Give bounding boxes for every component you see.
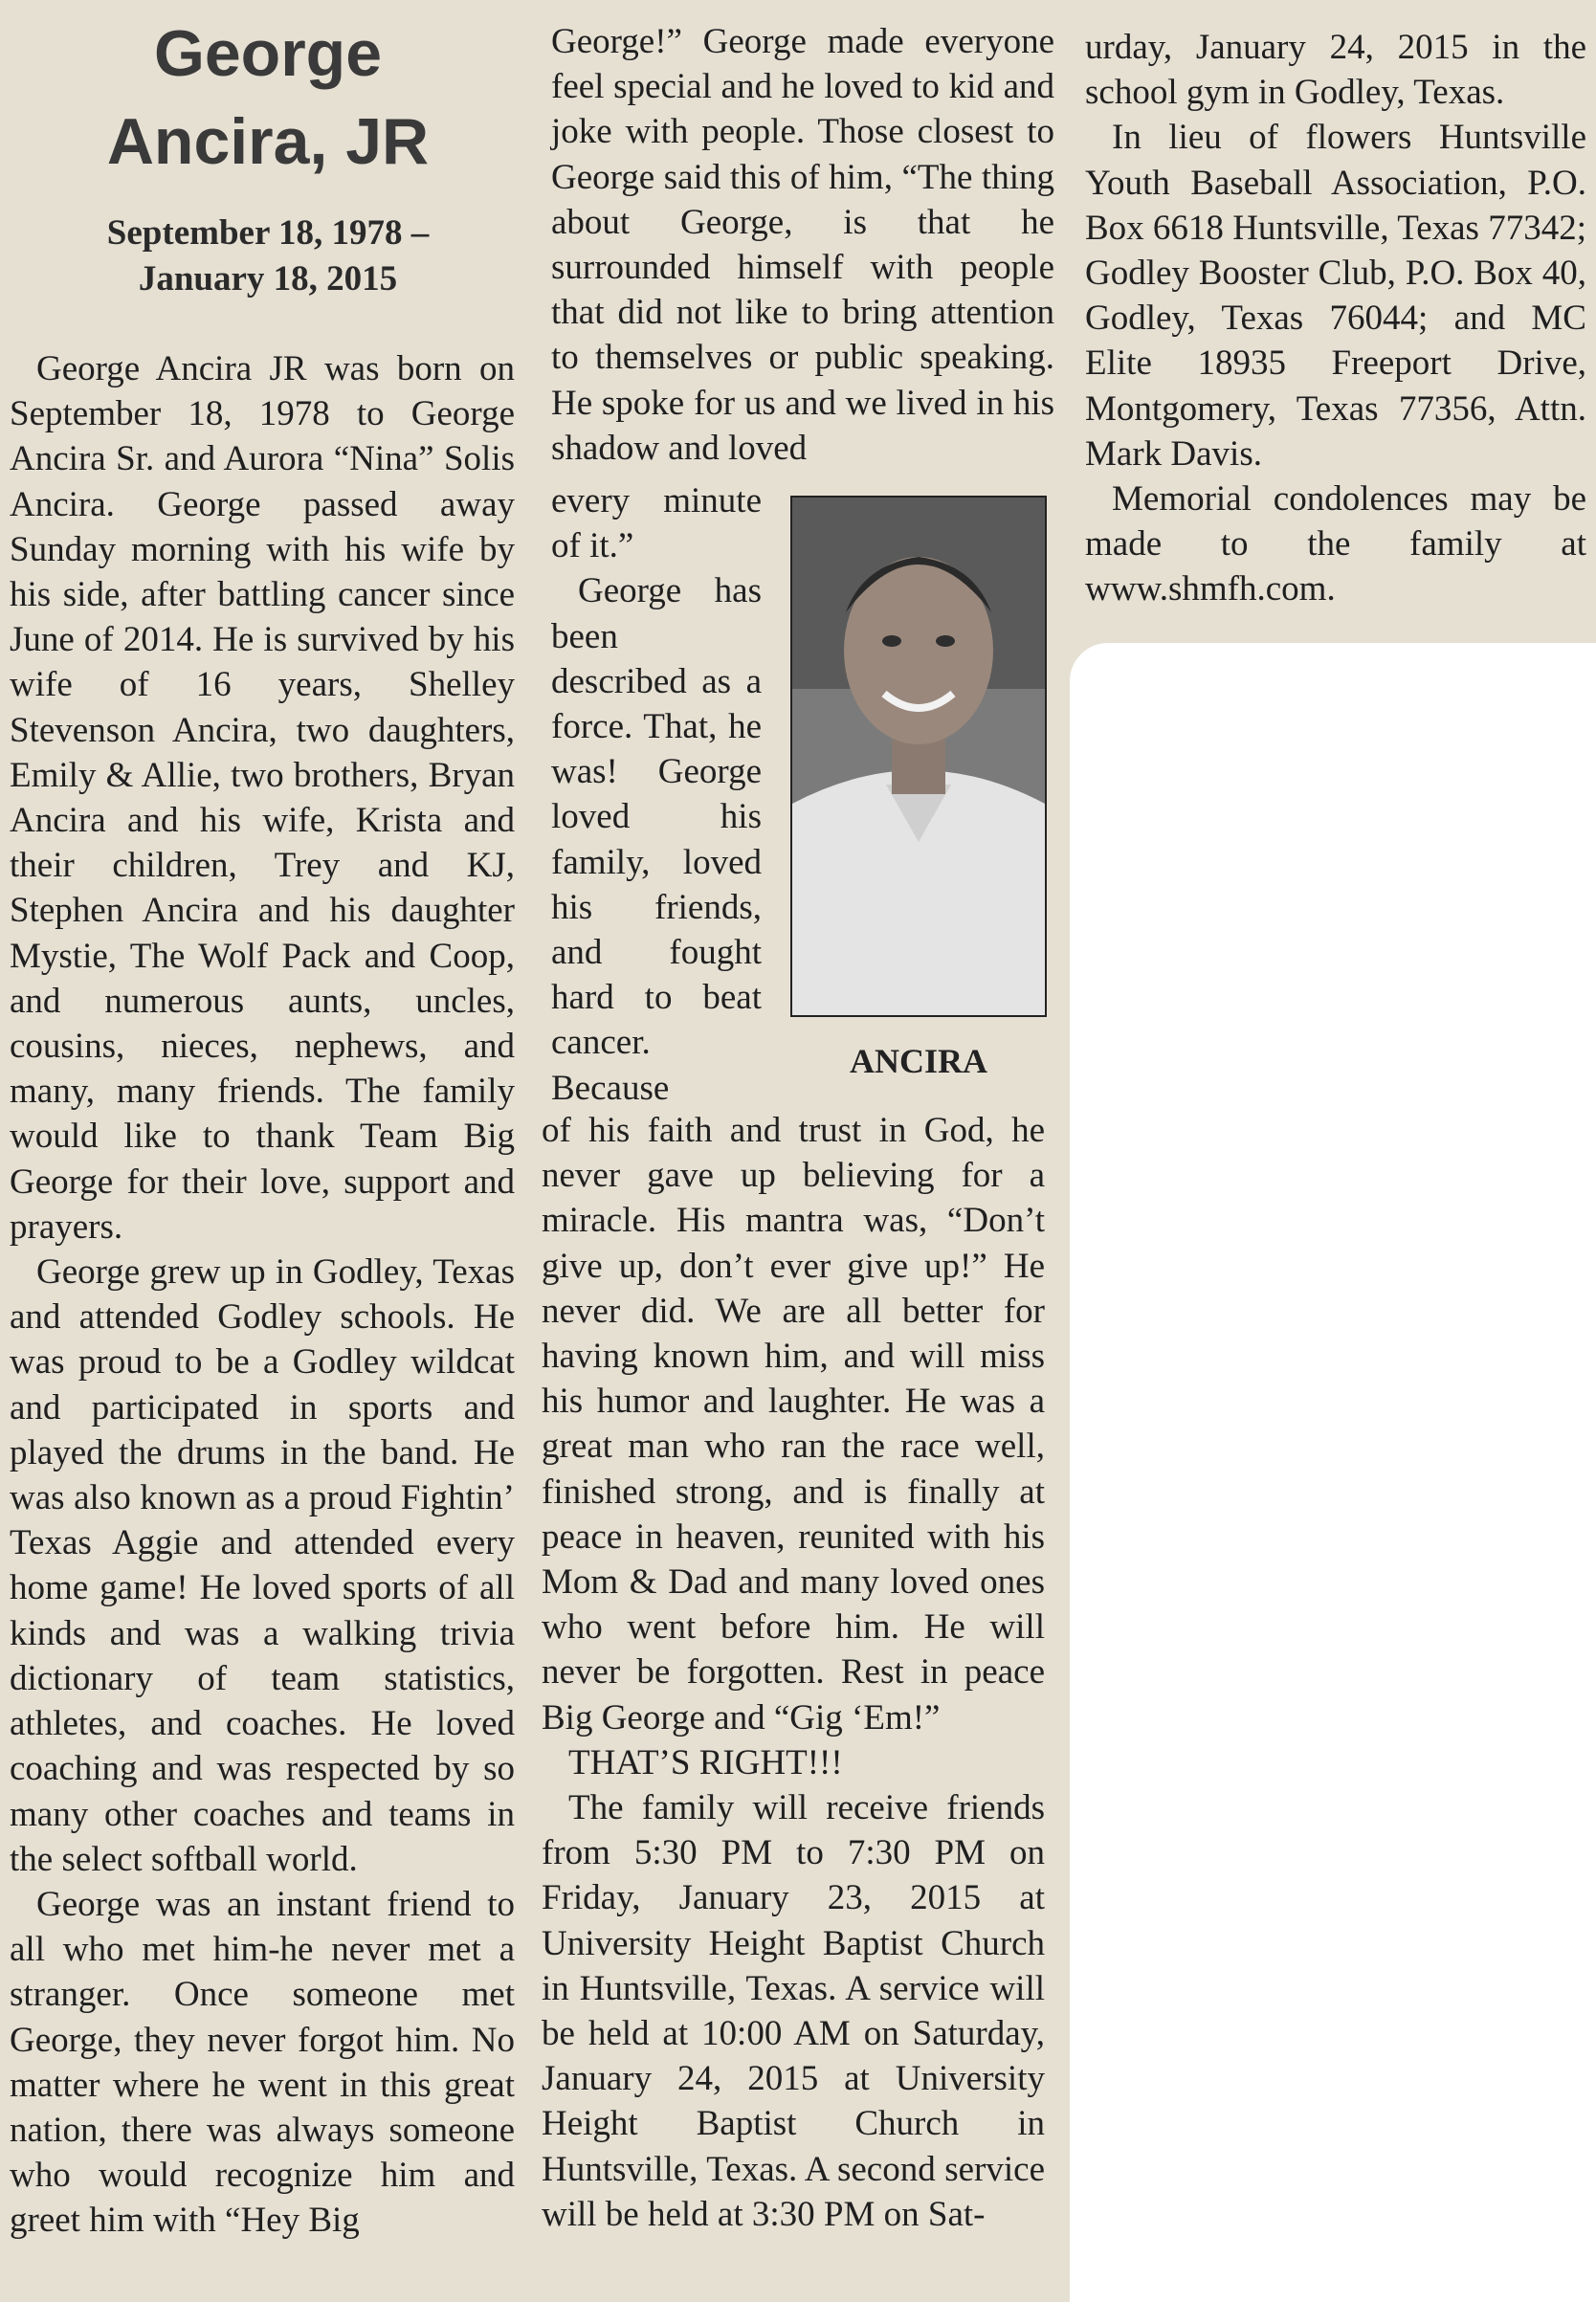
blank-area xyxy=(1070,643,1596,2302)
paragraph-thats-right: THAT’S RIGHT!!! xyxy=(568,1742,843,1782)
death-date: January 18, 2015 xyxy=(138,259,398,299)
headline-line-1: George xyxy=(153,17,383,90)
headline-line-2: Ancira, JR xyxy=(106,105,430,178)
birth-date: September 18, 1978 – xyxy=(106,213,430,253)
column-1 xyxy=(10,346,515,2244)
paragraph-force: George has been described as a force. That, he was! George loved his family, loved his friends, and fought hard to beat cancer. Because xyxy=(551,571,762,1108)
paragraph-biography: George Ancira JR was born on September 18, 1978 to George Ancira Sr. and Aurora “Nina” Solis Ancira. George passed away Sunday morning with his wife by his side, after battling cancer since June of 2014. He is survived by his wife of 16 years, Shelley Stevenson Ancira, two daughters, Emily & Allie, two brothers, Bryan Ancira and his wife, Krista and their children, Trey and KJ, Stephen Ancira and his daughter Mystie, The Wolf Pack and Coop, and numerous aunts, uncles, cousins, nieces, nephews, and many, many friends. The family would like to thank Team Big George for their love, support and prayers. xyxy=(10,349,515,1247)
column-2-top xyxy=(551,19,1054,471)
paragraph-continued: George!” George made everyone feel special and he loved to kid and joke with people. Those closest to George said this of him, “The thing about George, is that he surrounded himself with people that did not like to bring attention to themselves or public speaking. He spoke for us and we lived in his shadow and loved xyxy=(551,22,1054,468)
photo-caption: ANCIRA xyxy=(850,1042,987,1080)
column-3 xyxy=(1085,25,1586,612)
paragraph-upbringing: George grew up in Godley, Texas and attended Godley schools. He was proud to be a Godley wildcat and participated in sports and played the drums in the band. He was also known as a proud Fightin’ Texas Aggie and attended every home game! He loved sports of all kinds and was a walking trivia dictionary of team statistics, athletes, and coaches. He loved coaching and was respected by so many other coaches and teams in the select softball world. xyxy=(10,1252,515,1879)
paragraph-friendship: George was an instant friend to all who met him-he never met a stranger. Once someone met George, they never forgot him. No matter where he went in this great nation, there was always someone who would recognize him and greet him with “Hey Big xyxy=(10,1884,515,2241)
paragraph-condolences: Memorial condolences may be made to the family at www.shmfh.com. xyxy=(1085,479,1586,609)
column-2-narrow xyxy=(551,478,762,1111)
paragraph-donations: In lieu of flowers Huntsville Youth Baseball Association, P.O. Box 6618 Huntsville, Texas 77342; Godley Booster Club, P.O. Box 40, Godley, Texas 76044; and MC Elite 18935 Freeport Drive, Montgomery, Texas 77356, Attn. Mark Davis. xyxy=(1085,118,1586,474)
column-2-bottom xyxy=(542,1108,1045,2237)
paragraph-faith: of his faith and trust in God, he never gave up believing for a miracle. His mantra was, “Don’t give up, don’t ever give up!” He never did. We are all better for having known him, and will miss his humor and laughter. He was a great man who ran the race well, finished strong, and is finally at peace in heaven, reunited with his Mom & Dad and many loved ones who went before him. He will never be forgotten. Rest in peace Big George and “Gig ‘Em!” xyxy=(542,1111,1045,1738)
paragraph-services: The family will receive friends from 5:30 PM to 7:30 PM on Friday, January 23, 2015 at University Height Baptist Church in Huntsville, Texas. A service will be held at 10:00 AM on Saturday, January 24, 2015 at University Height Baptist Church in Huntsville, Texas. A second service will be held at 3:30 PM on Sat- xyxy=(542,1788,1045,2234)
portrait-photo-drawing xyxy=(792,498,1045,1015)
life-dates xyxy=(19,210,517,302)
paragraph-service-continued: urday, January 24, 2015 in the school gym in Godley, Texas. xyxy=(1085,28,1586,113)
obituary-headline xyxy=(19,10,517,186)
paragraph-every-minute: every minute of it.” xyxy=(551,481,762,566)
portrait-photo xyxy=(790,496,1047,1017)
